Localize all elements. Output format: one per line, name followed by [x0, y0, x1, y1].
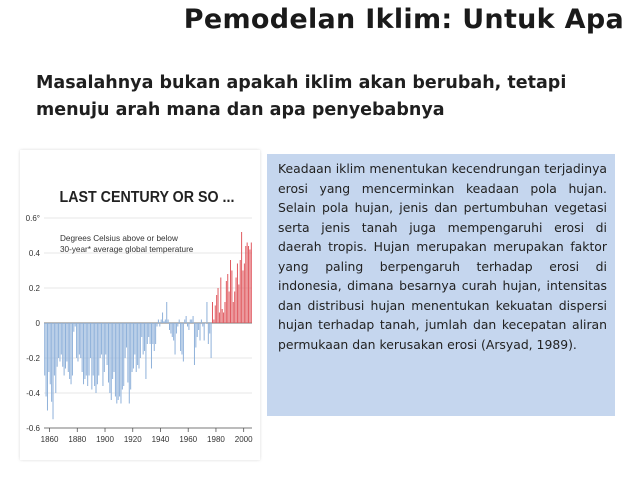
chart-bar	[119, 323, 120, 397]
chart-bar	[184, 320, 185, 324]
chart-bar	[176, 323, 177, 334]
chart-bar	[79, 323, 80, 355]
chart-bar	[83, 323, 84, 384]
chart-bar	[133, 323, 134, 369]
chart-bar	[194, 323, 195, 365]
chart-bar	[57, 323, 58, 367]
chart-bar	[155, 323, 156, 344]
y-tick-label: -0.2	[26, 354, 40, 363]
y-tick-label: -0.4	[26, 389, 40, 398]
chart-bar	[73, 323, 74, 332]
chart-bar	[90, 323, 91, 358]
chart-bar	[105, 323, 106, 355]
chart-bar	[169, 323, 170, 330]
chart-bar	[240, 260, 241, 323]
chart-bar	[237, 264, 238, 324]
chart-bar	[202, 323, 203, 327]
chart-bar	[186, 316, 187, 323]
chart-bar	[107, 323, 108, 365]
chart-bar	[201, 320, 202, 324]
x-tick-label: 1880	[68, 435, 87, 444]
chart-bar	[245, 246, 246, 323]
slide-title: Pemodelan Iklim: Untuk Apa	[183, 4, 624, 35]
chart-bar	[208, 323, 209, 344]
chart-bar	[195, 323, 196, 348]
chart-bar	[180, 323, 181, 351]
chart-bar	[50, 323, 51, 384]
chart-bar	[150, 323, 151, 344]
chart-bar	[115, 323, 116, 397]
chart-bar	[173, 323, 174, 341]
chart-bar	[65, 323, 66, 369]
chart-bar	[177, 323, 178, 327]
y-tick-label: 0	[35, 319, 40, 328]
chart-bar	[224, 302, 225, 323]
chart-bar	[118, 323, 119, 400]
chart-bar	[166, 302, 167, 323]
chart-bar	[218, 288, 219, 323]
chart-bar	[80, 323, 81, 358]
chart-bar	[159, 323, 160, 327]
chart-bar	[158, 320, 159, 324]
chart-bar	[138, 323, 139, 369]
chart-bar	[233, 302, 234, 323]
chart-bar	[223, 313, 224, 324]
chart-bar	[111, 323, 112, 400]
chart-bar	[108, 323, 109, 383]
chart-bar	[205, 323, 206, 324]
chart-bar	[222, 309, 223, 323]
y-tick-label: 0.6°	[25, 214, 40, 223]
chart-bar	[193, 316, 194, 323]
chart-bar	[69, 323, 70, 379]
chart-bar	[229, 292, 230, 324]
chart-bar	[91, 323, 92, 390]
chart-bar	[134, 323, 135, 355]
chart-bar	[102, 323, 103, 386]
x-tick-label: 1860	[40, 435, 59, 444]
chart-bar	[93, 323, 94, 376]
chart-bar	[55, 323, 56, 393]
chart-bar	[125, 323, 126, 358]
explanation-text: Keadaan iklim menentukan kecendrungan terjadinya erosi yang mencerminkan keadaan pola hujan. Selain pola hujan, jenis dan pertumbuhan vegetasi serta jenis tanah juga mempengaruhi erosi di daerah tropis. Hujan merupakan merupakan faktor yang paling berpengaruh terhadap erosi di indonesia, dimana besarnya curah hujan, intensitas dan distribusi hujan menentukan kekuatan dispersi hujan terhadap tanah, jumlah dan kecepatan aliran permukaan dan kerusakan erosi (Arsyad, 1989).	[278, 161, 607, 352]
chart-bar	[89, 323, 90, 376]
x-tick-label: 2000	[234, 435, 253, 444]
chart-bar	[162, 313, 163, 324]
chart-bar	[213, 320, 214, 324]
chart-bar	[236, 278, 237, 324]
chart-bar	[132, 323, 133, 372]
chart-bars	[44, 232, 252, 419]
chart-bar	[64, 323, 65, 376]
y-tick-label: -0.6	[26, 424, 40, 433]
chart-bar	[211, 323, 212, 358]
chart-bar	[200, 323, 201, 341]
chart-bar	[61, 323, 62, 355]
chart-bar	[137, 323, 138, 365]
chart-bar	[227, 274, 228, 323]
y-tick-label: 0.4	[28, 249, 40, 258]
chart-bar	[116, 323, 117, 404]
chart-bar	[48, 323, 49, 372]
chart-bar	[145, 323, 146, 379]
chart-bar	[220, 278, 221, 324]
chart-bar	[126, 323, 127, 348]
chart-bar	[123, 323, 124, 386]
chart-bar	[175, 323, 176, 355]
chart-bar	[209, 323, 210, 334]
chart-bar	[112, 323, 113, 379]
chart-bar	[86, 323, 87, 376]
chart-bar	[242, 271, 243, 324]
chart-bar	[129, 323, 130, 404]
chart-bar	[163, 321, 164, 323]
chart-bar	[206, 302, 207, 323]
x-tick-label: 1960	[179, 435, 198, 444]
chart-bar	[96, 323, 97, 393]
chart-bar	[161, 320, 162, 324]
chart-bar	[66, 323, 67, 362]
chart-bar	[130, 323, 131, 390]
chart-bar	[101, 323, 102, 355]
chart-bar	[151, 323, 152, 369]
chart-bar	[230, 260, 231, 323]
chart-bar	[47, 323, 48, 411]
chart-bar	[94, 323, 95, 386]
chart-bar	[148, 323, 149, 337]
chart-bar	[136, 323, 137, 372]
chart-bar	[204, 323, 205, 341]
chart-bar	[226, 281, 227, 323]
chart-bar	[183, 323, 184, 362]
chart-bar	[190, 320, 191, 324]
chart-bar	[140, 323, 141, 358]
chart-title: LAST CENTURY OR SO ...	[59, 189, 235, 207]
chart-bar	[172, 323, 173, 337]
chart-bar	[165, 320, 166, 324]
chart-canvas	[20, 150, 260, 460]
chart-bar	[251, 243, 252, 324]
chart-bar	[53, 323, 54, 419]
chart-bar	[58, 323, 59, 358]
chart-bar	[152, 323, 153, 344]
chart-bar	[104, 323, 105, 372]
chart-bar	[141, 323, 142, 337]
chart-bar	[238, 285, 239, 324]
y-axis-label-line-1: Degrees Celsius above or below	[60, 234, 178, 243]
chart-bar	[170, 323, 171, 334]
x-tick-label: 1920	[123, 435, 142, 444]
chart-bar	[82, 323, 83, 372]
x-tick-label: 1940	[151, 435, 170, 444]
chart-bar	[216, 295, 217, 323]
chart-bar	[97, 323, 98, 384]
chart-bar	[143, 323, 144, 355]
chart-bar	[157, 323, 158, 327]
y-axis-ticks	[26, 214, 41, 433]
chart-bar	[114, 323, 115, 372]
chart-bar	[54, 323, 55, 376]
chart-bar	[248, 246, 249, 323]
chart-bar	[59, 323, 60, 362]
chart-bar	[100, 323, 101, 358]
chart-bar	[75, 323, 76, 327]
chart-bar	[98, 323, 99, 376]
chart-bar	[231, 271, 232, 324]
chart-bar	[197, 323, 198, 337]
chart-bar	[234, 292, 235, 324]
chart-bar	[168, 320, 169, 324]
chart-bar	[244, 264, 245, 324]
chart-bar	[187, 323, 188, 327]
chart-bar	[51, 323, 52, 402]
temperature-chart	[20, 150, 260, 460]
chart-bar	[84, 323, 85, 379]
x-tick-label: 1980	[207, 435, 225, 444]
chart-bar	[219, 313, 220, 324]
x-axis-ticks	[41, 428, 253, 444]
chart-bar	[87, 323, 88, 386]
chart-bar	[215, 306, 216, 324]
chart-bar	[212, 302, 213, 323]
chart-bar	[46, 323, 47, 397]
chart-bar	[179, 320, 180, 324]
chart-bar	[76, 323, 77, 358]
chart-bar	[191, 320, 192, 324]
chart-bar	[154, 323, 155, 351]
chart-bar	[44, 323, 45, 376]
chart-bar	[247, 243, 248, 324]
chart-bar	[249, 250, 250, 324]
chart-bar	[147, 323, 148, 344]
y-tick-label: 0.2	[28, 284, 40, 293]
chart-bar	[181, 323, 182, 355]
chart-bar	[120, 323, 121, 404]
chart-bar	[62, 323, 63, 367]
chart-bar	[77, 323, 78, 362]
x-tick-label: 1900	[96, 435, 114, 444]
y-axis-label-line-2: 30-year* average global temperature	[60, 245, 194, 254]
chart-bar	[127, 323, 128, 383]
chart-bar	[144, 323, 145, 351]
chart-bar	[188, 323, 189, 330]
chart-bar	[109, 323, 110, 393]
slide-subtitle: Masalahnya bukan apakah iklim akan berubah, tetapi menuju arah mana dan apa penyebabnya	[36, 73, 567, 120]
chart-bar	[198, 323, 199, 330]
chart-bar	[72, 323, 73, 376]
chart-bar	[68, 323, 69, 372]
chart-bar	[71, 323, 72, 384]
chart-bar	[241, 232, 242, 323]
explanation-box	[267, 154, 615, 416]
chart-bar	[122, 323, 123, 390]
